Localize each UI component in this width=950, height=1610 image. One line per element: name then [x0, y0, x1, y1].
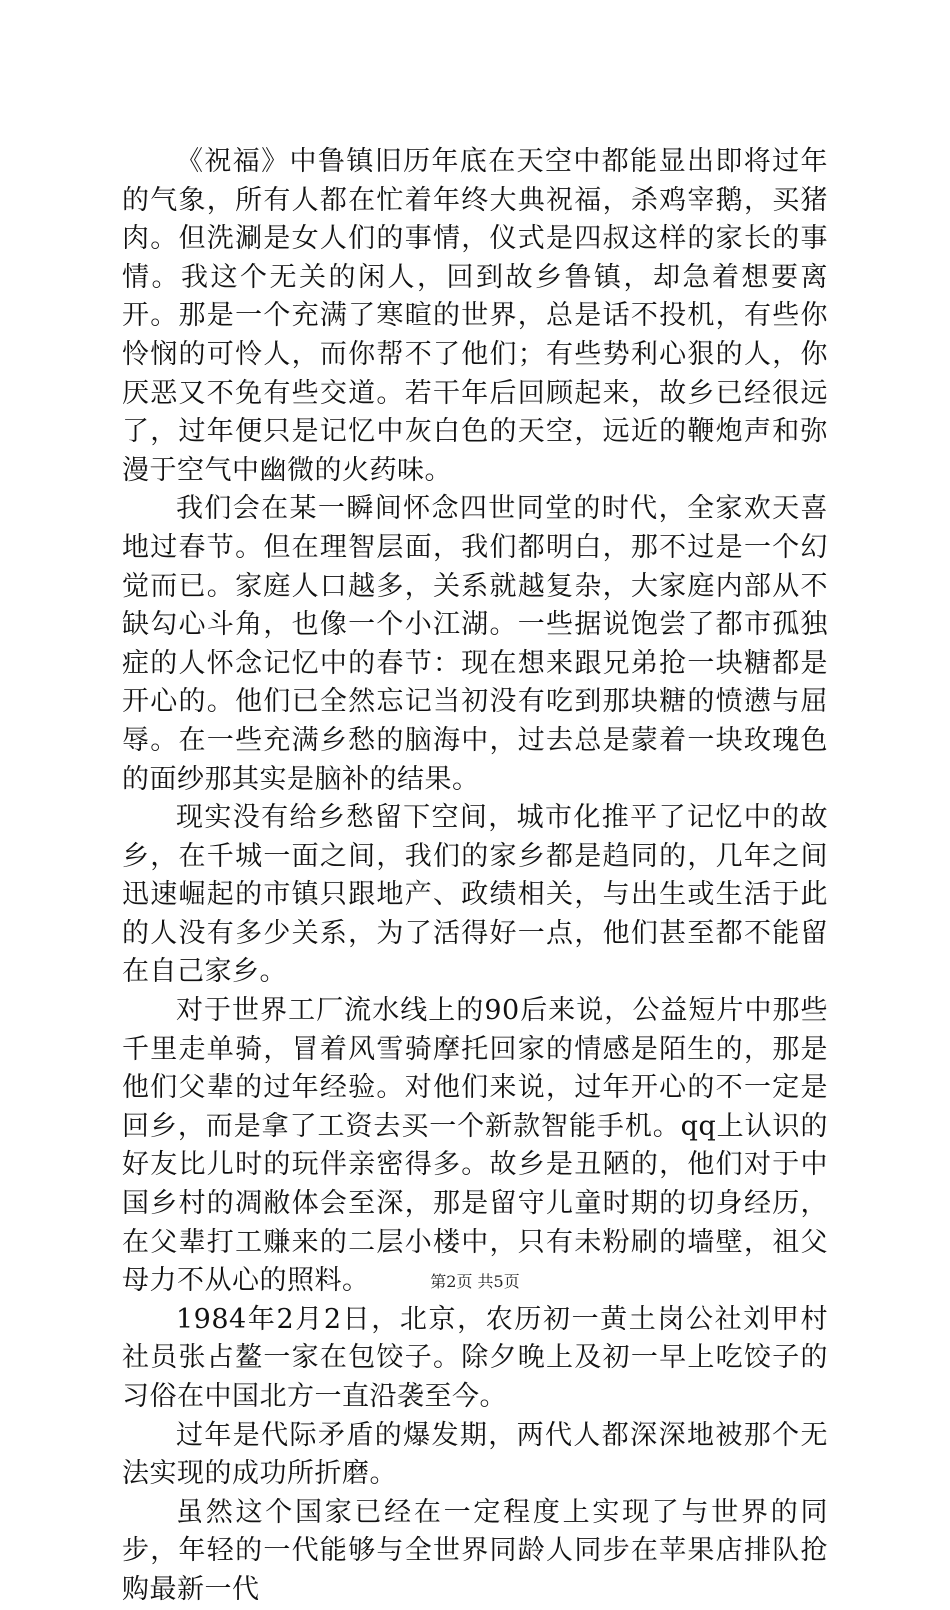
paragraph-7: 虽然这个国家已经在一定程度上实现了与世界的同步，年轻的一代能够与全世界同龄人同步在苹果店排队抢购最新一代 — [122, 1496, 828, 1605]
paragraph-2: 我们会在某一瞬间怀念四世同堂的时代，全家欢天喜地过春节。但在理智层面，我们都明白，那不过是一个幻觉而已。家庭人口越多，关系就越复杂，大家庭内部从不缺勾心斗角，也像一个小江湖。一些据说饱尝了都市孤独症的人怀念记忆中的春节：现在想来跟兄弟抢一块糖都是开心的。他们已全然忘记当初没有吃到那块糖的愤懑与屈辱。在一些充满乡愁的脑海中，过去总是蒙着一块玫瑰色的面纱那其实是脑补的结果。 — [122, 493, 828, 795]
paragraph-1: 《祝福》中鲁镇旧历年底在天空中都能显出即将过年的气象，所有人都在忙着年终大典祝福，杀鸡宰鹅，买猪肉。但洗涮是女人们的事情，仪式是四叔这样的家长的事情。我这个无关的闲人，回到故乡鲁镇，却急着想要离开。那是一个充满了寒暄的世界，总是话不投机，有些你怜悯的可怜人，而你帮不了他们；有些势利心狠的人，你厌恶又不免有些交道。若干年后回顾起来，故乡已经很远了，过年便只是记忆中灰白色的天空，远近的鞭炮声和弥漫于空气中幽微的火药味。 — [122, 146, 828, 486]
page-number-footer: 第2页 共5页 — [430, 1272, 520, 1291]
paragraph-3: 现实没有给乡愁留下空间，城市化推平了记忆中的故乡，在千城一面之间，我们的家乡都是趋同的，几年之间迅速崛起的市镇只跟地产、政绩相关，与出生或生活于此的人没有多少关系，为了活得好一点，他们甚至都不能留在自己家乡。 — [122, 802, 828, 988]
document-body — [122, 143, 828, 1610]
paragraph-6: 过年是代际矛盾的爆发期，两代人都深深地被那个无法实现的成功所折磨。 — [122, 1419, 828, 1490]
paragraph-4: 对于世界工厂流水线上的90后来说，公益短片中那些千里走单骑，冒着风雪骑摩托回家的情感是陌生的，那是他们父辈的过年经验。对他们来说，过年开心的不一定是回乡，而是拿了工资去买一个新款智能手机。qq上认识的好友比儿时的玩伴亲密得多。故乡是丑陋的，他们对于中国乡村的凋敝体会至深，那是留守儿童时期的切身经历，在父辈打工赚来的二层小楼中，只有未粉刷的墙壁，祖父母力不从心的照料。 — [122, 995, 828, 1297]
paragraph-5: 1984年2月2日，北京，农历初一黄土岗公社刘甲村社员张占鳌一家在包饺子。除夕晚上及初一早上吃饺子的习俗在中国北方一直沿袭至今。 — [122, 1303, 828, 1412]
